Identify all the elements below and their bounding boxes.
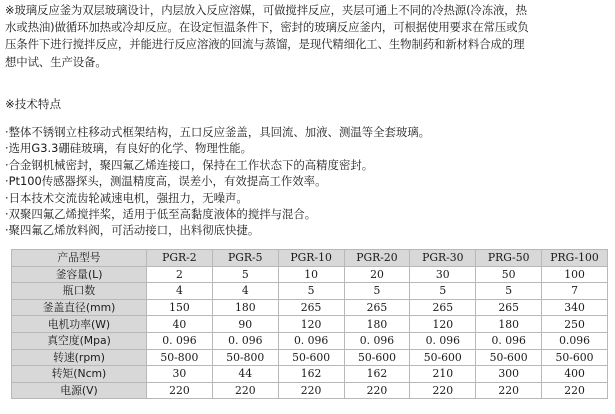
table-cell: 20 [344,266,410,283]
intro-line: ※玻璃反应釜为双层玻璃设计，内层放入反应溶媒，可做搅拌反应，夹层可通上不同的冷热源(冷冻液，热 [5,3,527,17]
table-cell: 50-800 [212,349,278,366]
table-cell: 180 [344,316,410,333]
row-label-cell: 真空度(Mpa) [12,332,147,349]
table-cell: 50-800 [147,349,213,366]
table-row [12,332,608,349]
row-label-cell: 电源(V) [12,382,147,399]
table-cell: 5 [410,283,476,300]
model-header-cell: PRG-100 [542,250,608,267]
features-title: ※技术特点 [5,97,62,111]
table-cell: 162 [278,366,344,383]
feature-item: ·Pt100传感器探头，测温精度高，误差小，有效提高工作效率。 [5,174,327,189]
table-cell: 0. 096 [344,332,410,349]
table-cell: 4 [147,283,213,300]
table-cell: 90 [212,316,278,333]
table-cell: 7 [542,283,608,300]
table-cell: 5 [476,283,542,300]
table-cell: 0. 096 [476,332,542,349]
row-label-cell: 转矩(Ncm) [12,366,147,383]
model-header-cell: PGR-20 [344,250,410,267]
feature-item: ·合金钢机械密封，聚四氟乙烯连接口，保持在工作状态下的高精度密封。 [5,157,374,172]
table-cell: 50-600 [476,349,542,366]
intro-line: 压条件下进行搅拌反应，并能进行反应溶液的回流与蒸馏，是现代精细化工、生物制药和新材料合成的理 [5,37,525,52]
table-cell: 250 [542,316,608,333]
table-row [12,382,608,399]
feature-item: ·日本技术交流齿轮减速电机，强扭力，无噪声。 [5,190,248,205]
table-cell: 50-600 [410,349,476,366]
table-row [12,316,608,333]
table-cell: 50-600 [344,349,410,366]
table-cell: 0. 096 [278,332,344,349]
table-cell: 5 [344,283,410,300]
table-cell: 180 [476,316,542,333]
table-cell: 220 [542,382,608,399]
model-header-cell: PGR-10 [278,250,344,267]
table-row [12,366,608,383]
table-row [12,283,608,300]
intro-line: 水或热油)做循环加热或冷却反应。在设定恒温条件下，密封的玻璃反应釜内，可根据使用要求在常压或负 [5,20,529,35]
table-cell: 30 [410,266,476,283]
model-header-cell: PGR-30 [410,250,476,267]
table-cell: 180 [212,299,278,316]
table-cell: 220 [278,382,344,399]
table-cell: 340 [542,299,608,316]
table-cell: 210 [410,366,476,383]
table-cell: 50 [476,266,542,283]
table-cell: 120 [410,316,476,333]
table-cell: 265 [476,299,542,316]
table-cell: 5 [278,283,344,300]
table-cell: 5 [212,266,278,283]
feature-item: ·选用G3.3硼硅玻璃，有良好的化学、物理性能。 [5,141,252,156]
features-list [5,124,430,239]
intro-line: 想中试、生产设备。 [5,54,107,69]
table-cell: 162 [344,366,410,383]
table-cell: 10 [278,266,344,283]
table-row [12,299,608,316]
table-cell: 0. 096 [410,332,476,349]
feature-item: ·聚四氟乙烯放料阀，可活动接口，出料彻底快捷。 [5,223,260,238]
table-cell: 2 [147,266,213,283]
table-row [12,349,608,366]
model-header-cell: PRG-50 [476,250,542,267]
row-label-cell: 釜盖直径(mm) [12,299,147,316]
table-cell: 120 [278,316,344,333]
table-cell: 50-600 [278,349,344,366]
row-label-cell: 釜容量(L) [12,266,147,283]
row-label-cell: 转速(rpm) [12,349,147,366]
table-cell: 0.096 [542,332,608,349]
row-label-cell: 瓶口数 [12,283,147,300]
table-cell: 0. 096 [147,332,213,349]
table-cell: 0. 096 [212,332,278,349]
table-cell: 44 [212,366,278,383]
table-cell: 265 [278,299,344,316]
table-cell: 50-600 [542,349,608,366]
table-cell: 400 [542,366,608,383]
table-cell: 150 [147,299,213,316]
header-label-cell: 产品型号 [12,250,147,267]
table-cell: 220 [476,382,542,399]
table-cell: 220 [410,382,476,399]
table-cell: 220 [212,382,278,399]
table-cell: 220 [344,382,410,399]
feature-item: ·整体不锈钢立柱移动式框架结构，五口反应釜盖，具回流、加液、测温等全套玻璃。 [5,125,431,139]
feature-item: ·双聚四氟乙烯搅拌桨，适用于低至高黏度液体的搅拌与混合。 [5,207,317,222]
model-header-cell: PGR-5 [212,250,278,267]
spec-table [11,249,608,399]
table-header-row [12,250,608,267]
table-cell: 300 [476,366,542,383]
row-label-cell: 电机功率(W) [12,316,147,333]
intro-paragraph [5,2,613,71]
table-cell: 265 [344,299,410,316]
table-cell: 30 [147,366,213,383]
table-cell: 4 [212,283,278,300]
model-header-cell: PGR-2 [147,250,213,267]
table-cell: 40 [147,316,213,333]
table-cell: 265 [410,299,476,316]
table-row [12,266,608,283]
table-cell: 100 [542,266,608,283]
table-cell: 220 [147,382,213,399]
